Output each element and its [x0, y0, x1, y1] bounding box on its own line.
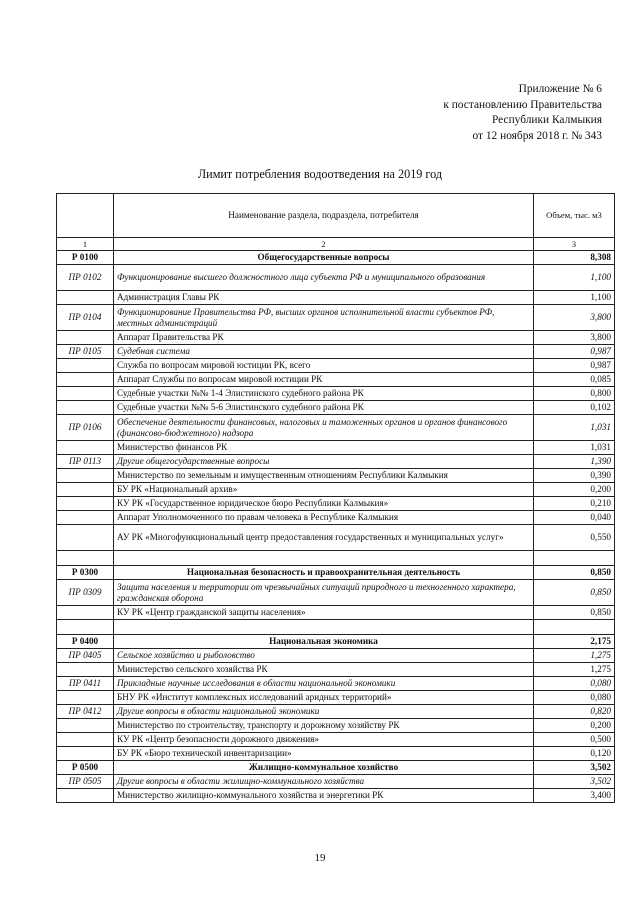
table-header-row: [57, 194, 615, 238]
name-cell: Прикладные научные исследования в области национальной экономики: [114, 677, 534, 691]
appendix-line-4: от 12 ноября 2018 г. № 343: [472, 129, 602, 142]
table-row: [57, 606, 615, 620]
code-cell: [57, 387, 114, 401]
name-cell: Сельское хозяйство и рыболовство: [114, 649, 534, 663]
volume-cell: 0,120: [534, 747, 615, 761]
code-cell: ПР 0309: [57, 580, 114, 606]
code-cell: ПР 0505: [57, 775, 114, 789]
code-cell: ПР 0106: [57, 415, 114, 441]
name-cell: Министерство по земельным и имущественным отношениям Республики Калмыкия: [114, 469, 534, 483]
spacer-row: [57, 551, 615, 566]
volume-cell: 3,800: [534, 305, 615, 331]
name-cell: Аппарат Правительства РК: [114, 331, 534, 345]
name-cell: Администрация Главы РК: [114, 291, 534, 305]
code-cell: Р 0400: [57, 635, 114, 649]
volume-cell: 1,275: [534, 649, 615, 663]
name-cell: Жилищно-коммунальное хозяйство: [114, 761, 534, 775]
code-cell: [57, 789, 114, 803]
table-row: [57, 663, 615, 677]
spacer-row: [57, 620, 615, 635]
code-cell: [57, 663, 114, 677]
table-row: [57, 291, 615, 305]
volume-cell: 0,080: [534, 691, 615, 705]
name-cell: Аппарат Уполномоченного по правам человека в Республике Калмыкия: [114, 511, 534, 525]
name-cell: БНУ РК «Институт комплексных исследований аридных территорий»: [114, 691, 534, 705]
volume-cell: [534, 620, 615, 635]
section-row: [57, 251, 615, 265]
subsection-row: [57, 649, 615, 663]
table-row: [57, 331, 615, 345]
table-row: [57, 387, 615, 401]
table-row: [57, 373, 615, 387]
name-cell: КУ РК «Государственное юридическое бюро Республики Калмыкия»: [114, 497, 534, 511]
table-row: [57, 511, 615, 525]
name-cell: Защита населения и территории от чрезвычайных ситуаций природного и техногенного характера, гражданская оборона: [114, 580, 534, 606]
name-cell: Другие общегосударственные вопросы: [114, 455, 534, 469]
volume-cell: 0,850: [534, 606, 615, 620]
header-name-cell: Наименование раздела, подраздела, потребителя: [114, 194, 534, 238]
section-row: [57, 635, 615, 649]
volume-cell: 0,987: [534, 345, 615, 359]
volume-cell: 1,031: [534, 415, 615, 441]
subsection-row: [57, 305, 615, 331]
volume-cell: 8,308: [534, 251, 615, 265]
code-cell: [57, 373, 114, 387]
volume-cell: 0,200: [534, 483, 615, 497]
table-row: [57, 483, 615, 497]
code-cell: [57, 331, 114, 345]
name-cell: Обеспечение деятельности финансовых, налоговых и таможенных органов и органов финансового (финансово-бюджетного) надзора: [114, 415, 534, 441]
subsection-row: [57, 677, 615, 691]
volume-cell: 3,800: [534, 331, 615, 345]
section-row: [57, 566, 615, 580]
column-number-row: [57, 238, 615, 251]
volume-cell: 3,400: [534, 789, 615, 803]
header-volume-cell: Объем, тыс. м3: [534, 194, 615, 238]
subsection-row: [57, 705, 615, 719]
volume-cell: 3,502: [534, 775, 615, 789]
code-cell: [57, 719, 114, 733]
code-cell: [57, 441, 114, 455]
volume-cell: 1,100: [534, 291, 615, 305]
volume-cell: 0,200: [534, 719, 615, 733]
subsection-row: [57, 775, 615, 789]
volume-cell: 0,080: [534, 677, 615, 691]
volume-cell: 0,102: [534, 401, 615, 415]
table-row: [57, 733, 615, 747]
code-cell: [57, 401, 114, 415]
subsection-row: [57, 265, 615, 291]
code-cell: ПР 0412: [57, 705, 114, 719]
table-row: [57, 747, 615, 761]
volume-cell: [534, 551, 615, 566]
volume-cell: 2,175: [534, 635, 615, 649]
name-cell: Функционирование высшего должностного лица субъекта РФ и муниципального образования: [114, 265, 534, 291]
name-cell: БУ РК «Национальный архив»: [114, 483, 534, 497]
code-cell: [57, 620, 114, 635]
subsection-row: [57, 415, 615, 441]
name-cell: КУ РК «Центр безопасности дорожного движения»: [114, 733, 534, 747]
volume-cell: 0,210: [534, 497, 615, 511]
code-cell: [57, 469, 114, 483]
volume-cell: 0,085: [534, 373, 615, 387]
name-cell: АУ РК «Многофункциональный центр предоставления государственных и муниципальных услуг»: [114, 525, 534, 551]
code-cell: ПР 0411: [57, 677, 114, 691]
document-title: Лимит потребления водоотведения на 2019 год: [197, 167, 443, 181]
name-cell: Министерство жилищно-коммунального хозяйства и энергетики РК: [114, 789, 534, 803]
volume-cell: 3,502: [534, 761, 615, 775]
table-row: [57, 719, 615, 733]
name-cell: Министерство сельского хозяйства РК: [114, 663, 534, 677]
table-row: [57, 469, 615, 483]
name-cell: Судебная система: [114, 345, 534, 359]
code-cell: ПР 0104: [57, 305, 114, 331]
table-row: [57, 401, 615, 415]
appendix-line-3: Республики Калмыкия: [491, 114, 602, 127]
table-row: [57, 441, 615, 455]
name-cell: Служба по вопросам мировой юстиции РК, всего: [114, 359, 534, 373]
code-cell: [57, 733, 114, 747]
code-cell: [57, 291, 114, 305]
name-cell: Национальная экономика: [114, 635, 534, 649]
name-cell: Другие вопросы в области жилищно-коммунального хозяйства: [114, 775, 534, 789]
code-cell: [57, 747, 114, 761]
section-row: [57, 761, 615, 775]
name-cell: БУ РК «Бюро технической инвентаризации»: [114, 747, 534, 761]
volume-cell: 1,031: [534, 441, 615, 455]
code-cell: [57, 606, 114, 620]
table-row: [57, 359, 615, 373]
volume-cell: 1,275: [534, 663, 615, 677]
volume-cell: 0,800: [534, 387, 615, 401]
name-cell: Аппарат Службы по вопросам мировой юстиции РК: [114, 373, 534, 387]
volume-cell: 0,987: [534, 359, 615, 373]
code-cell: [57, 511, 114, 525]
name-cell: Министерство по строительству, транспорту и дорожному хозяйству РК: [114, 719, 534, 733]
name-cell: Министерство финансов РК: [114, 441, 534, 455]
code-cell: ПР 0105: [57, 345, 114, 359]
code-cell: ПР 0102: [57, 265, 114, 291]
name-cell: Судебные участки №№ 5-6 Элистинского судебного района РК: [114, 401, 534, 415]
subsection-row: [57, 345, 615, 359]
table-row: [57, 691, 615, 705]
code-cell: Р 0500: [57, 761, 114, 775]
name-cell: Общегосударственные вопросы: [114, 251, 534, 265]
code-cell: [57, 525, 114, 551]
volume-cell: 0,390: [534, 469, 615, 483]
volume-cell: 1,100: [534, 265, 615, 291]
volume-cell: 0,820: [534, 705, 615, 719]
appendix-line-2: к постановлению Правительства: [443, 98, 602, 111]
code-cell: ПР 0113: [57, 455, 114, 469]
name-cell: [114, 620, 534, 635]
column-number-2: 2: [114, 238, 534, 251]
table-row: [57, 789, 615, 803]
subsection-row: [57, 455, 615, 469]
name-cell: Функционирование Правительства РФ, высших органов исполнительной власти субъектов РФ, местных администраций: [114, 305, 534, 331]
subsection-row: [57, 580, 615, 606]
volume-cell: 0,850: [534, 580, 615, 606]
appendix-line-1: Приложение № 6: [518, 83, 602, 95]
page-number: 19: [314, 852, 326, 864]
column-number-1: 1: [57, 238, 114, 251]
volume-cell: 0,850: [534, 566, 615, 580]
code-cell: [57, 359, 114, 373]
appendix-block: [443, 82, 602, 144]
name-cell: [114, 551, 534, 566]
table-row: [57, 525, 615, 551]
limits-table: [56, 193, 615, 803]
code-cell: Р 0100: [57, 251, 114, 265]
code-cell: ПР 0405: [57, 649, 114, 663]
header-code-cell: [57, 194, 114, 238]
name-cell: Другие вопросы в области национальной экономики: [114, 705, 534, 719]
code-cell: [57, 691, 114, 705]
column-number-3: 3: [534, 238, 615, 251]
volume-cell: 0,040: [534, 511, 615, 525]
code-cell: [57, 483, 114, 497]
volume-cell: 0,550: [534, 525, 615, 551]
name-cell: Судебные участки №№ 1-4 Элистинского судебного района РК: [114, 387, 534, 401]
name-cell: КУ РК «Центр гражданской защиты населения»: [114, 606, 534, 620]
table-body: [57, 251, 615, 803]
code-cell: Р 0300: [57, 566, 114, 580]
volume-cell: 1,390: [534, 455, 615, 469]
code-cell: [57, 551, 114, 566]
code-cell: [57, 497, 114, 511]
name-cell: Национальная безопасность и правоохранительная деятельность: [114, 566, 534, 580]
volume-cell: 0,500: [534, 733, 615, 747]
table-row: [57, 497, 615, 511]
